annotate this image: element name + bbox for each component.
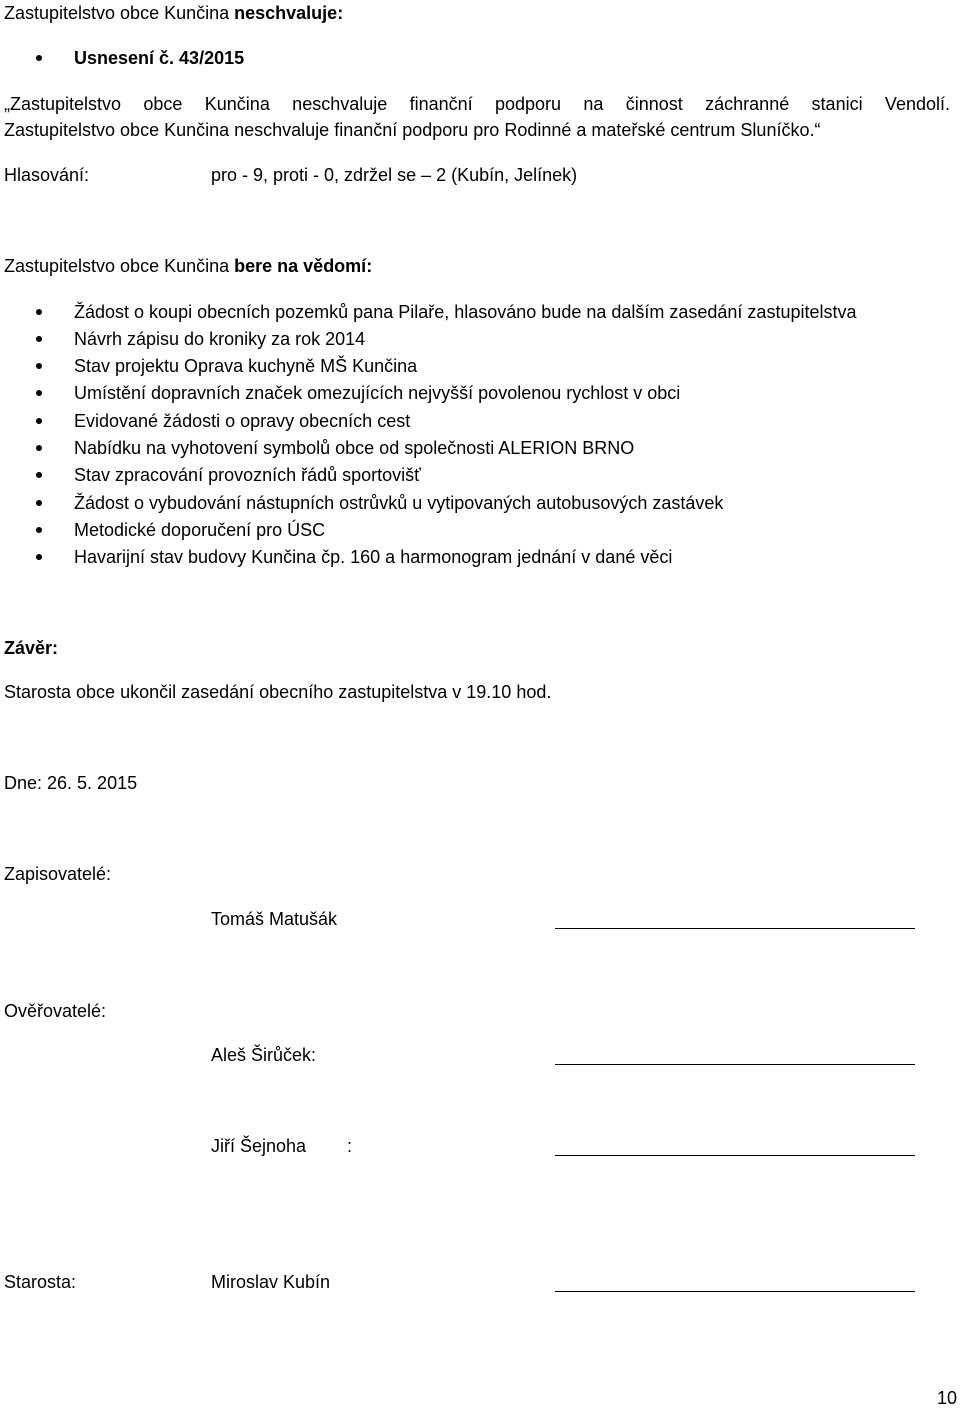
signature-line [555,1064,915,1065]
vote-value: pro - 9, proti - 0, zdržel se – 2 (Kubín, Jelínek) [211,165,578,185]
notice-heading-bold: bere na vědomí: [234,256,373,276]
verifier-name-1: Aleš Širůček: [211,1045,317,1065]
date-line: Dne: 26. 5. 2015 [4,773,138,793]
list-item: Žádost o koupi obecních pozemků pana Pilaře, hlasováno bude na dalším zasedání zastupitelstva [74,302,857,322]
reject-heading [4,4,343,22]
signature-line [555,1291,915,1292]
list-item: Žádost o vybudování nástupních ostrůvků u vytipovaných autobusových zastávek [74,493,724,513]
page-number: 10 [937,1388,958,1408]
list-item: Umístění dopravních značek omezujících nejvyšší povolenou rychlost v obci [74,383,681,403]
bullet-icon [36,554,42,560]
conclusion-heading: Závěr: [4,638,59,658]
mayor-label: Starosta: [4,1272,77,1292]
verifier-name-2: Jiří Šejnoha [211,1136,307,1156]
recorder-name: Tomáš Matušák [211,909,338,929]
notice-heading [4,257,372,275]
bullet-icon [36,500,42,506]
bullet-icon [36,336,42,342]
notice-heading-prefix: Zastupitelstvo obce Kunčina [4,256,235,276]
list-item: Stav projektu Oprava kuchyně MŠ Kunčina [74,356,418,376]
list-item: Návrh zápisu do kroniky za rok 2014 [74,329,366,349]
list-item: Stav zpracování provozních řádů sportovišť [74,465,421,485]
bullet-icon [36,55,42,61]
bullet-icon [36,527,42,533]
bullet-icon [36,363,42,369]
reject-text-line-2: Zastupitelstvo obce Kunčina neschvaluje finanční podporu pro Rodinné a mateřské centrum Sluníčko.“ [4,120,821,140]
list-item: Havarijní stav budovy Kunčina čp. 160 a harmonogram jednání v dané věci [74,547,673,567]
verifiers-label: Ověřovatelé: [4,1001,107,1021]
recorders-label: Zapisovatelé: [4,864,112,884]
bullet-icon [36,390,42,396]
list-item: Evidované žádosti o opravy obecních cest [74,411,411,431]
reject-heading-bold: neschvaluje: [234,3,344,23]
vote-label: Hlasování: [4,165,90,185]
resolution-number: Usnesení č. 43/2015 [74,48,245,68]
bullet-icon [36,445,42,451]
bullet-icon [36,418,42,424]
bullet-icon [36,309,42,315]
reject-text-line-1: „Zastupitelstvo obce Kunčina neschvaluje finanční podporu na činnost záchranné stanici Vendolí. [4,94,950,114]
list-item: Nabídku na vyhotovení symbolů obce od společnosti ALERION BRNO [74,438,635,458]
reject-heading-prefix: Zastupitelstvo obce Kunčina [4,3,235,23]
list-item: Metodické doporučení pro ÚSC [74,520,326,540]
mayor-name: Miroslav Kubín [211,1272,331,1292]
conclusion-text: Starosta obce ukončil zasedání obecního zastupitelstva v 19.10 hod. [4,682,552,702]
signature-line [555,1155,915,1156]
bullet-icon [36,472,42,478]
verifier-2-colon: : [347,1136,353,1156]
signature-line [555,928,915,929]
